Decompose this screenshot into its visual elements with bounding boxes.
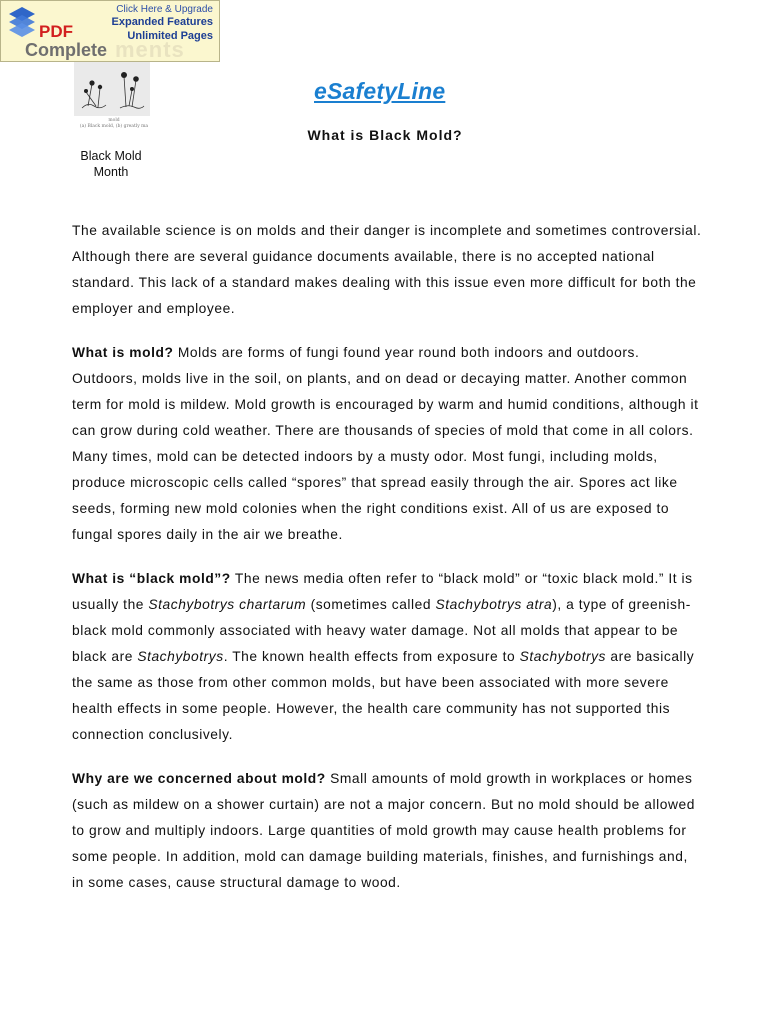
- black-mold-heading: What is “black mold”?: [72, 571, 231, 586]
- species-name-4: Stachybotrys: [519, 649, 606, 664]
- black-mold-text-3: ), a type of greenish-black mold commonly associated with heavy water damage. Not all molds that appear to be black are: [72, 597, 691, 664]
- concern-heading: Why are we concerned about mold?: [72, 771, 326, 786]
- figure-label-line-2: Month: [93, 165, 129, 179]
- species-name-3: Stachybotrys: [137, 649, 224, 664]
- black-mold-illustration: [74, 62, 150, 116]
- species-name-2: Stachybotrys atra: [435, 597, 553, 612]
- article-body: [72, 218, 702, 914]
- expanded-features-text: Expanded Features: [111, 16, 213, 28]
- caption-line-2: (a) Black mold, (b) greatly ma: [79, 124, 149, 129]
- black-mold-text-2: (sometimes called: [306, 597, 436, 612]
- page-title[interactable]: eSafetyLine: [314, 78, 446, 104]
- caption-line-1: mold: [108, 118, 120, 123]
- black-mold-text-5: are basically the same as those from other common molds, but have been associated with more severe health effects in some people. However, the health care community has not supported this connection conclusively.: [72, 649, 695, 742]
- layers-icon: [7, 5, 37, 39]
- page-subtitle: What is Black Mold?: [307, 127, 463, 143]
- intro-paragraph: The available science is on molds and their danger is incomplete and sometimes controversial. Although there are several guidance documents available, there is no accepted national standard. This lack of a standard makes dealing with this issue even more difficult for both the employer and employee.: [72, 223, 702, 316]
- what-is-mold-text: Molds are forms of fungi found year round both indoors and outdoors. Outdoors, molds live in the soil, on plants, and on dead or decaying matter. Another common term for mold is mildew. Mold growth is encouraged by warm and humid conditions, although it can grow during cold weather. There are thousands of species of mold that come in all colors. Many times, mold can be detected indoors by a musty odor. Most fungi, including molds, produce microscopic cells called “spores” that spread easily through the air. Spores act like seeds, forming new mold colonies when the right conditions exist. All of us are exposed to fungal spores daily in the air we breathe.: [72, 345, 699, 542]
- pdf-logo-text: PDF: [39, 22, 73, 41]
- figure-label: [70, 148, 152, 180]
- black-mold-text-1: The news media often refer to “black mold” or “toxic black mold.” It is usually the: [72, 571, 693, 612]
- upgrade-link[interactable]: Click Here & Upgrade: [116, 4, 213, 15]
- complete-logo-text: Complete: [25, 40, 108, 60]
- what-is-mold-paragraph: [72, 340, 702, 548]
- figure-label-line-1: Black Mold: [80, 149, 142, 163]
- concern-text: Small amounts of mold growth in workplaces or homes (such as mildew on a shower curtain) are not a major concern. But no mold should be allowed to grow and multiply indoors. Large quantities of mold growth may cause health problems for some people. In addition, mold can damage building materials, finishes, and furnishings and, in some cases, cause structural damage to wood.: [72, 771, 695, 890]
- concern-paragraph: [72, 766, 702, 896]
- pdf-upgrade-banner[interactable]: [0, 0, 220, 62]
- unlimited-pages-text: Unlimited Pages: [127, 30, 213, 42]
- species-name-1: Stachybotrys chartarum: [148, 597, 307, 612]
- black-mold-text-4: . The known health effects from exposure to: [223, 649, 520, 664]
- what-is-mold-heading: What is mold?: [72, 345, 174, 360]
- black-mold-paragraph: [72, 566, 702, 748]
- banner-watermark-text: ments: [115, 37, 185, 62]
- mold-drawing-icon: [74, 62, 150, 116]
